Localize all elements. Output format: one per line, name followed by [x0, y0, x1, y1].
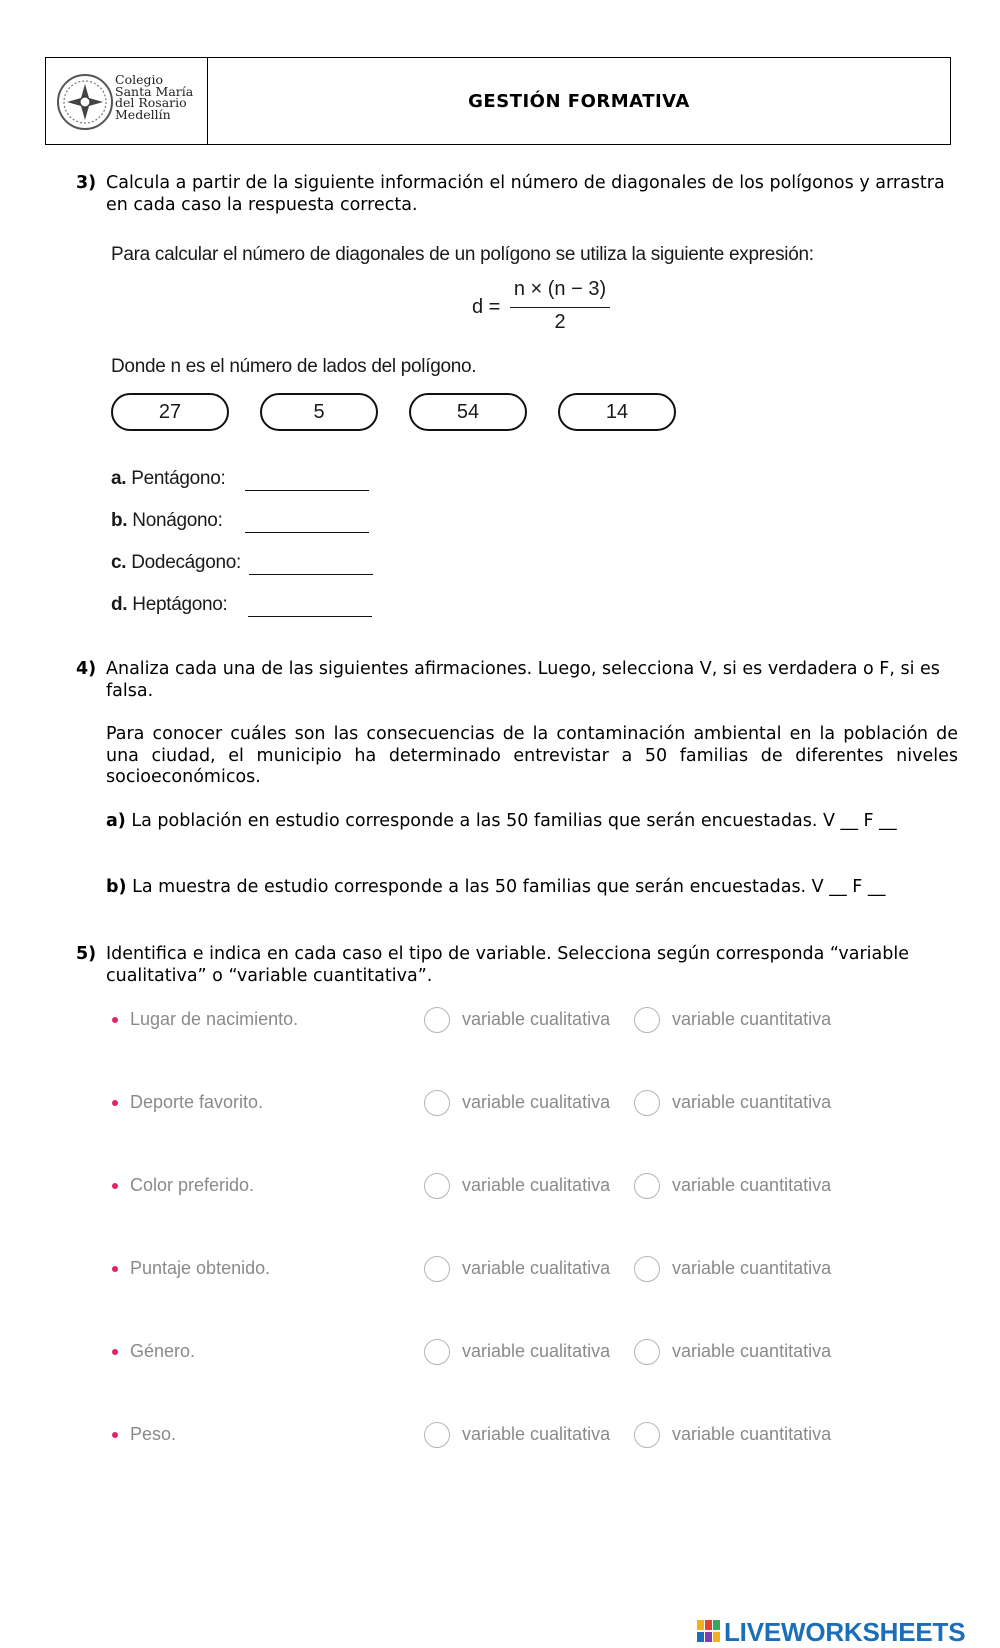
bullet-icon — [112, 1183, 118, 1189]
polygon-letter: b. — [111, 510, 128, 531]
formula-intro: Para calcular el número de diagonales de un polígono se utiliza la siguiente expresión: — [111, 244, 814, 265]
question-text: Analiza cada una de las siguientes afirmaciones. Luego, selecciona V, si es verdadera o F, si es falsa. — [106, 659, 940, 701]
option-label: variable cualitativa — [462, 1258, 611, 1278]
statement-label: b) — [106, 877, 127, 897]
liveworksheets-blocks-icon — [697, 1620, 721, 1642]
bullet-icon — [112, 1266, 118, 1272]
option-label: variable cuantitativa — [672, 1341, 832, 1361]
variable-label: Puntaje obtenido. — [130, 1258, 271, 1278]
diagonal-formula — [472, 278, 622, 338]
formula-lhs: d = — [472, 296, 501, 318]
question-4 — [76, 658, 956, 702]
formula-where: Donde n es el número de lados del polígono. — [111, 356, 477, 377]
fraction-bar — [510, 307, 610, 308]
radio-circle-icon[interactable] — [634, 1007, 660, 1033]
radio-circle-icon[interactable] — [634, 1256, 660, 1282]
radio-circle-icon[interactable] — [634, 1173, 660, 1199]
polygon-name: Dodecágono: — [131, 552, 241, 573]
bullet-icon — [112, 1017, 118, 1023]
school-name-line: Santa María — [115, 83, 194, 99]
formula-numerator: n × (n − 3) — [513, 278, 607, 300]
polygon-item — [111, 594, 228, 616]
school-name-line: Colegio — [115, 72, 164, 87]
context-paragraph: Para conocer cuáles son las consecuencias de la contaminación ambiental en la población de una ciudad, el municipio ha determinado entrevistar a 50 familias de diferentes niveles socioeconómicos. — [106, 724, 958, 787]
question-number: 5) — [76, 944, 97, 964]
answer-option[interactable]: 14 — [558, 393, 676, 431]
option-label: variable cualitativa — [462, 1424, 611, 1444]
variable-label: Lugar de nacimiento. — [130, 1009, 299, 1029]
answer-option[interactable]: 54 — [409, 393, 527, 431]
answer-drop-zone[interactable] — [245, 532, 369, 533]
statement-b — [106, 877, 885, 897]
option-label: variable cuantitativa — [672, 1175, 832, 1195]
answer-option[interactable]: 5 — [260, 393, 378, 431]
option-label: variable cuantitativa — [672, 1009, 832, 1029]
radio-circle-icon[interactable] — [424, 1090, 450, 1116]
radio-circle-icon[interactable] — [634, 1422, 660, 1448]
question-5 — [76, 943, 956, 987]
polygon-name: Pentágono: — [131, 468, 226, 489]
answer-drop-zone[interactable] — [245, 490, 369, 491]
polygon-item — [111, 552, 241, 574]
statement-a — [106, 811, 897, 831]
polygon-item — [111, 468, 225, 490]
radio-circle-icon[interactable] — [634, 1339, 660, 1365]
polygon-letter: d. — [111, 594, 128, 615]
question-text: Calcula a partir de la siguiente información el número de diagonales de los polígonos y arrastra en cada caso la respuesta correcta. — [106, 173, 945, 215]
variable-label: Color preferido. — [130, 1175, 255, 1195]
document-title: GESTIÓN FORMATIVA — [468, 90, 690, 112]
question-3 — [76, 172, 956, 216]
radio-circle-icon[interactable] — [424, 1339, 450, 1365]
question-text: Identifica e indica en cada caso el tipo de variable. Selecciona según corresponda “variable cualitativa” o “variable cuantitativa”. — [106, 944, 909, 986]
bullet-icon — [112, 1349, 118, 1355]
radio-circle-icon[interactable] — [424, 1173, 450, 1199]
statement-text: La muestra de estudio corresponde a las 50 familias que serán encuestadas. V __ F __ — [132, 877, 886, 897]
radio-circle-icon[interactable] — [424, 1256, 450, 1282]
option-label: variable cuantitativa — [672, 1424, 832, 1444]
option-label: variable cualitativa — [462, 1175, 611, 1195]
answer-drop-zone[interactable] — [248, 616, 372, 617]
polygon-letter: a. — [111, 468, 127, 489]
radio-circle-icon[interactable] — [424, 1007, 450, 1033]
question-number: 4) — [76, 659, 97, 679]
brand-name: LIVEWORKSHEETS — [724, 1617, 966, 1647]
school-name — [115, 74, 193, 120]
variable-label: Deporte favorito. — [130, 1092, 264, 1112]
polygon-name: Heptágono: — [132, 594, 228, 615]
radio-circle-icon[interactable] — [634, 1090, 660, 1116]
option-label: variable cualitativa — [462, 1092, 611, 1112]
option-label: variable cualitativa — [462, 1341, 611, 1361]
polygon-item — [111, 510, 223, 532]
statement-label: a) — [106, 811, 126, 831]
school-logo — [46, 58, 208, 144]
formula-denominator: 2 — [554, 311, 566, 333]
school-name-line: del Rosario — [115, 95, 187, 110]
statement-text: La población en estudio corresponde a las 50 familias que serán encuestadas. V __ F __ — [131, 811, 897, 831]
question-number: 3) — [76, 173, 97, 193]
polygon-letter: c. — [111, 552, 127, 573]
variable-label: Peso. — [130, 1424, 177, 1444]
school-seal-icon — [56, 70, 114, 134]
document-header — [45, 57, 951, 145]
option-label: variable cuantitativa — [672, 1258, 832, 1278]
polygon-name: Nonágono: — [132, 510, 223, 531]
bullet-icon — [112, 1432, 118, 1438]
school-name-line: Medellín — [115, 106, 171, 122]
option-label: variable cualitativa — [462, 1009, 611, 1029]
answer-drop-zone[interactable] — [249, 574, 373, 575]
bullet-icon — [112, 1100, 118, 1106]
variable-label: Género. — [130, 1341, 196, 1361]
radio-circle-icon[interactable] — [424, 1422, 450, 1448]
answer-option[interactable]: 27 — [111, 393, 229, 431]
option-label: variable cuantitativa — [672, 1092, 832, 1112]
